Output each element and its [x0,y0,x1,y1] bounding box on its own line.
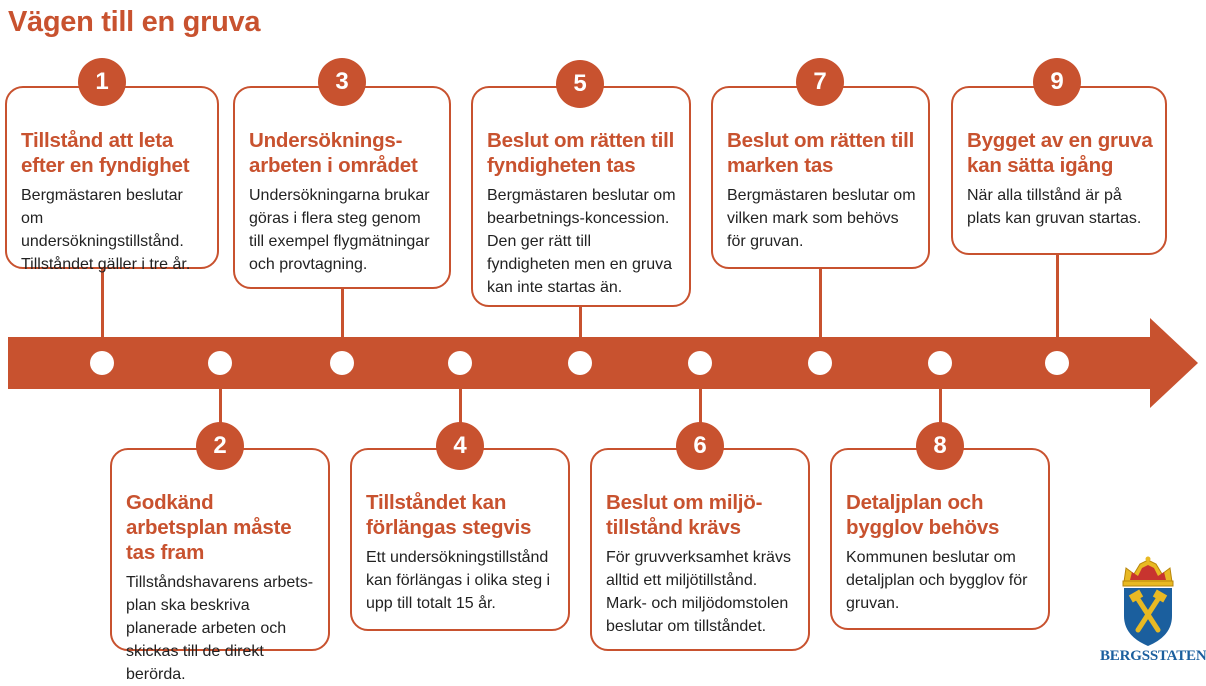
timeline-arrow-head [1150,318,1198,408]
connector-2 [219,388,222,424]
step-card-1 [5,86,219,273]
timeline-dot-4 [448,351,472,375]
step-card-6 [590,448,810,651]
timeline-dot-2 [208,351,232,375]
step-card-3 [233,86,451,289]
step-body: Kommunen beslutar om detaljplan och bygglov för gruvan. [846,549,1028,612]
connector-3 [341,288,344,338]
timeline-dot-1 [90,351,114,375]
step-heading: Undersöknings-arbeten i området [249,129,418,177]
step-card-7 [711,86,930,269]
step-heading: Tillstånd att leta efter en fyndighet [21,129,190,177]
timeline-dot-9 [1045,351,1069,375]
step-heading: Beslut om rätten till marken tas [727,129,915,177]
crown-shield-icon [1116,556,1180,648]
timeline-dot-3 [330,351,354,375]
step-number-2: 2 [196,422,244,470]
step-body: Bergmästaren beslutar om bearbetnings-koncession. Den ger rätt till fyndigheten men en gruva kan inte startas än. [487,187,676,296]
step-number-7: 7 [796,58,844,106]
step-heading: Beslut om rätten till fyndigheten tas [487,129,675,177]
connector-4 [459,388,462,424]
timeline-dot-7 [808,351,832,375]
step-body: Bergmästaren beslutar om vilken mark som behövs för gruvan. [727,187,916,250]
connector-6 [699,388,702,424]
timeline-dot-8 [928,351,952,375]
step-number-4: 4 [436,422,484,470]
step-number-6: 6 [676,422,724,470]
step-number-9: 9 [1033,58,1081,106]
step-body: Ett undersökningstillstånd kan förlängas i olika steg i upp till totalt 15 år. [366,549,551,612]
connector-5 [579,306,582,338]
step-card-8 [830,448,1050,630]
connector-1 [101,268,104,338]
logo-text: BERGSSTATEN [1100,648,1206,664]
step-body: Bergmästaren beslutar om undersökningstillstånd. Tillståndet gäller i tre år. [21,187,191,273]
step-number-5: 5 [556,60,604,108]
step-heading: Godkänd arbetsplan måste tas fram [126,491,292,564]
connector-9 [1056,254,1059,338]
step-card-5 [471,86,691,307]
connector-7 [819,268,822,338]
step-card-2 [110,448,330,683]
connector-8 [939,388,942,424]
step-number-3: 3 [318,58,366,106]
step-heading: Detaljplan och bygglov behövs [846,491,1000,539]
step-body: För gruvverksamhet krävs alltid ett miljötillstånd. Mark- och miljödomstolen beslutar om tillståndet. [606,549,791,635]
step-card-4 [350,448,570,631]
timeline-dot-6 [688,351,712,375]
page-title: Vägen till en gruva [8,6,261,38]
step-heading: Bygget av en gruva kan sätta igång [967,129,1153,177]
step-number-8: 8 [916,422,964,470]
step-heading: Beslut om miljö-tillstånd krävs [606,491,763,539]
step-card-9 [951,86,1167,255]
step-heading: Tillståndet kan förlängas stegvis [366,491,532,539]
step-body: Tillståndshavarens arbets-plan ska beskriva planerade arbeten och skickas till de direkt berörda. [126,574,314,683]
bergsstaten-logo [1100,556,1206,668]
step-body: Undersökningarna brukar göras i flera steg genom till exempel flygmätningar och provtagning. [249,187,430,273]
step-number-1: 1 [78,58,126,106]
step-body: När alla tillstånd är på plats kan gruvan startas. [967,187,1142,227]
timeline-dot-5 [568,351,592,375]
